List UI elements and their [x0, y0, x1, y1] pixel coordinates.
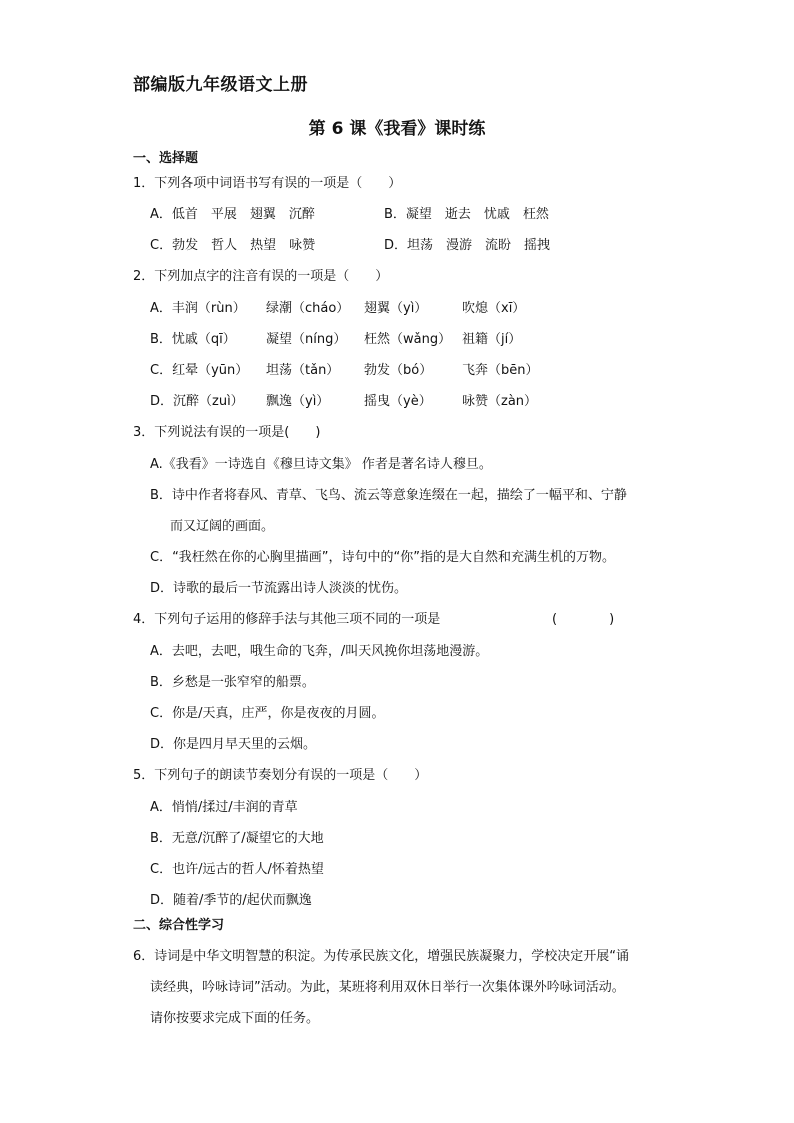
pinyin-item: C．红晕（yūn）	[150, 363, 249, 378]
question-1-option-c: C．勃发 哲人 热望 咏赞	[150, 238, 316, 253]
pinyin-item: 枉然（wǎng）	[364, 332, 452, 347]
textbook-series-label: 部编版九年级语文上册	[133, 75, 308, 95]
pinyin-item: D．沉醉（zuì）	[150, 394, 244, 409]
question-5-stem: 5．下列句子的朗读节奏划分有误的一项是（ ）	[133, 768, 428, 783]
question-2-row-c	[0, 359, 794, 379]
question-5-option-c: C．也许/远古的哲人/怀着热望	[150, 862, 324, 877]
question-1-option-b: B．凝望 逝去 忧戚 枉然	[384, 207, 549, 222]
question-2-row-d	[0, 390, 794, 410]
question-3-option-b-continued: 而又辽阔的画面。	[170, 519, 275, 534]
question-6-line-2: 读经典，吟咏诗词”活动。为此，某班将利用双休日举行一次集体课外吟咏词活动。	[150, 980, 625, 995]
question-4-option-b: B．乡愁是一张窄窄的船票。	[150, 675, 315, 690]
pinyin-item: 飞奔（bēn）	[462, 363, 539, 378]
question-2-stem: 2．下列加点字的注音有误的一项是（ ）	[133, 269, 389, 284]
pinyin-item: 翅翼（yì）	[364, 301, 428, 316]
pinyin-item: A．丰润（rùn）	[150, 301, 246, 316]
question-6-line-3: 请你按要求完成下面的任务。	[150, 1011, 320, 1026]
pinyin-item: 摇曳（yè）	[364, 394, 432, 409]
question-5-option-b: B．无意/沉醉了/凝望它的大地	[150, 831, 324, 846]
question-1-stem: 1．下列各项中词语书写有误的一项是（ ）	[133, 176, 402, 191]
question-3-option-a: A.《我看》一诗选自《穆旦诗文集》 作者是著名诗人穆旦。	[150, 457, 492, 472]
question-4-answer-blank: ( )	[552, 612, 615, 627]
question-3-option-b: B．诗中作者将春风、青草、飞鸟、流云等意象连缀在一起，描绘了一幅平和、宁静	[150, 488, 627, 503]
pinyin-item: 绿潮（cháo）	[266, 301, 350, 316]
pinyin-item: 坦荡（tǎn）	[266, 363, 340, 378]
question-3-option-c: C．“我枉然在你的心胸里描画”，诗句中的“你”指的是大自然和充满生机的万物。	[150, 550, 616, 565]
pinyin-item: 飘逸（yì）	[266, 394, 330, 409]
question-1-option-d: D．坦荡 漫游 流盼 摇拽	[384, 238, 551, 253]
lesson-title: 第 6 课《我看》课时练	[308, 119, 486, 139]
pinyin-item: B．忧戚（qī）	[150, 332, 236, 347]
pinyin-item: 祖籍（jí）	[462, 332, 522, 347]
question-6-line-1: 6．诗词是中华文明智慧的积淀。为传承民族文化，增强民族凝聚力，学校决定开展“诵	[133, 949, 630, 964]
question-3-stem: 3．下列说法有误的一项是( )	[133, 425, 321, 440]
question-4-option-d: D．你是四月早天里的云烟。	[150, 737, 317, 752]
question-4-stem: 4．下列句子运用的修辞手法与其他三项不同的一项是	[133, 612, 441, 627]
pinyin-item: 凝望（níng）	[266, 332, 347, 347]
pinyin-item: 咏赞（zàn）	[462, 394, 538, 409]
question-4-option-c: C．你是/天真，庄严，你是夜夜的月圆。	[150, 706, 385, 721]
question-2-row-a	[0, 297, 794, 317]
question-1-option-a: A．低首 平展 翅翼 沉醉	[150, 207, 315, 222]
question-4-option-a: A．去吧，去吧，哦生命的飞奔，/叫天风挽你坦荡地漫游。	[150, 644, 489, 659]
pinyin-item: 勃发（bó）	[364, 363, 433, 378]
pinyin-item: 吹熄（xī）	[462, 301, 526, 316]
question-5-option-d: D．随着/季节的/起伏而飘逸	[150, 893, 312, 908]
question-3-option-d: D．诗歌的最后一节流露出诗人淡淡的忧伤。	[150, 581, 408, 596]
question-5-option-a: A．悄悄/揉过/丰润的青草	[150, 800, 298, 815]
section-heading-multiple-choice: 一、选择题	[133, 151, 199, 166]
section-heading-comprehensive-learning: 二、综合性学习	[133, 918, 225, 933]
question-2-row-b	[0, 328, 794, 348]
